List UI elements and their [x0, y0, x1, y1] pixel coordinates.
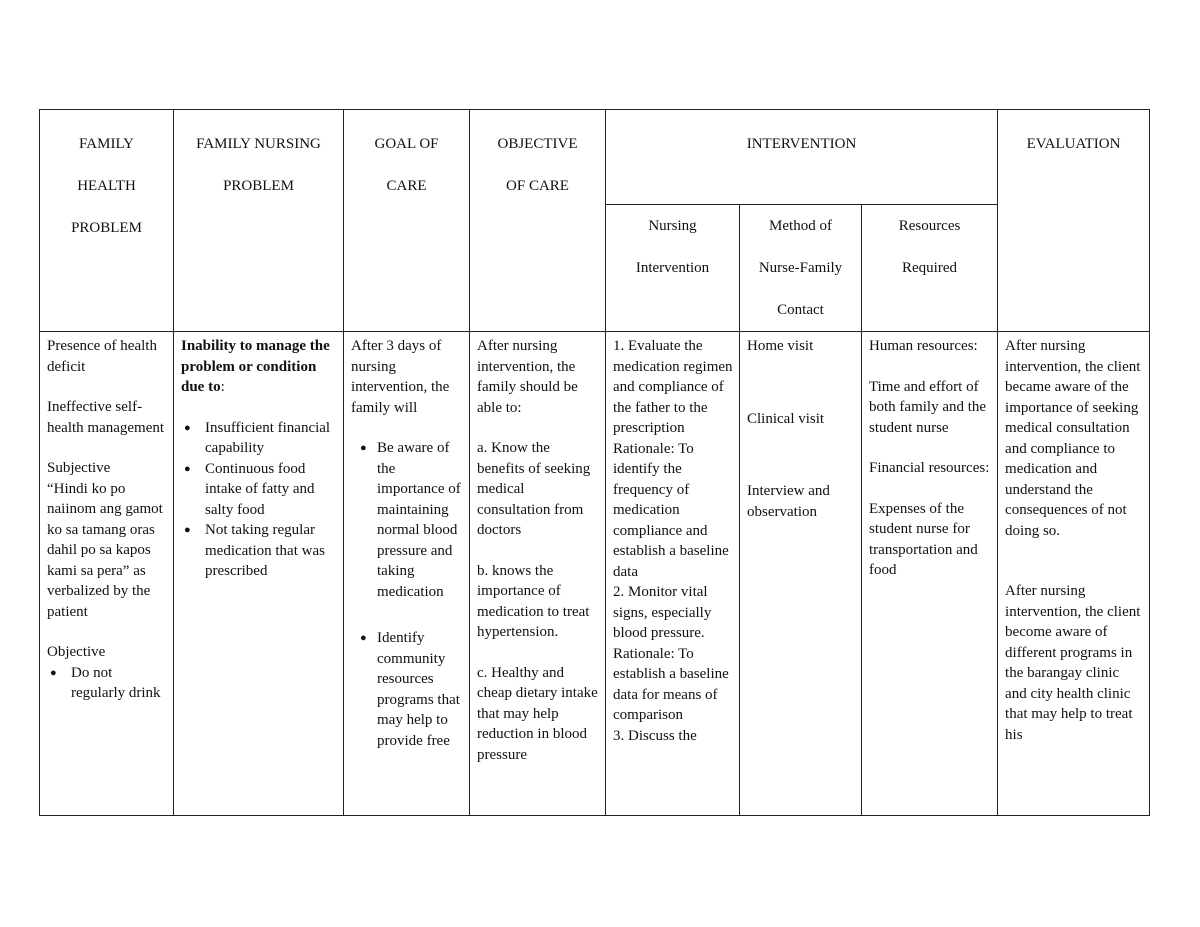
list-item: ● Be aware of the importance of maintaining normal blood pressure and taking medication [371, 438, 463, 602]
text: : [220, 379, 225, 395]
cause-list [181, 418, 337, 582]
header-goal-of-care [344, 110, 470, 332]
cell-nursing-intervention [606, 332, 740, 816]
paragraph: Expenses of the student nurse for transportation and food [869, 500, 978, 578]
header-text: Required [902, 260, 957, 276]
subheader-nursing-intervention [606, 205, 740, 332]
header-text: Contact [777, 302, 824, 318]
paragraph: After nursing intervention, the family should be able to: [477, 338, 578, 416]
paragraph: “Hindi ko po naiinom ang gamot ko sa tamang oras dahil po sa kapos kami sa pera” as verbalized by the patient [47, 480, 163, 620]
header-text: Nursing [648, 218, 697, 234]
header-text: Method of [769, 218, 832, 234]
header-text: PROBLEM [223, 178, 294, 194]
paragraph: Interview and observation [747, 483, 830, 520]
cell-resources-required [862, 332, 998, 816]
list-item: ● Continuous food intake of fatty and salty food [195, 459, 337, 521]
paragraph: Rationale: To establish a baseline data for means of comparison [613, 645, 729, 723]
cell-evaluation [998, 332, 1150, 816]
subheader-method-of-contact [740, 205, 862, 332]
paragraph: Human resources: [869, 338, 978, 354]
header-text: OF CARE [506, 178, 569, 194]
paragraph: Home visit [747, 338, 814, 354]
cell-goal-of-care [344, 332, 470, 816]
paragraph: Presence of health deficit [47, 338, 157, 375]
objective-list [47, 663, 167, 704]
paragraph [181, 336, 337, 398]
header-text: EVALUATION [1026, 136, 1121, 152]
header-text: OBJECTIVE [497, 136, 578, 152]
header-text: CARE [386, 178, 427, 194]
family-nursing-care-plan-table [39, 109, 1150, 816]
list-item: ● Do not regularly drink [61, 663, 167, 704]
header-text: GOAL OF [374, 136, 439, 152]
header-text: HEALTH [77, 178, 136, 194]
paragraph: Clinical visit [747, 410, 825, 427]
header-text: FAMILY NURSING [196, 136, 321, 152]
header-family-nursing-problem [174, 110, 344, 332]
paragraph: After nursing intervention, the client became aware of the importance of seeking medical consultation and compliance to medication and understand the consequences of not doing so. [1005, 338, 1141, 539]
paragraph: After 3 days of nursing intervention, the family will [351, 338, 450, 416]
paragraph: 3. Discuss the [613, 727, 697, 744]
paragraph: After nursing intervention, the client become aware of different programs in the barangay clinic and city health clinic that may help to treat his [1005, 583, 1141, 743]
header-evaluation [998, 110, 1150, 332]
header-text: PROBLEM [71, 220, 142, 236]
paragraph: a. Know the benefits of seeking medical consultation from doctors [477, 440, 591, 538]
header-text: Nurse-Family [758, 260, 843, 276]
list-item: ● Insufficient financial capability [195, 418, 337, 459]
paragraph: Ineffective self-health management [47, 399, 165, 436]
paragraph: 1. Evaluate the medication regimen and compliance of the father to the prescription [613, 338, 733, 436]
header-text: INTERVENTION [746, 136, 857, 152]
paragraph: Financial resources: [869, 460, 990, 476]
bold-text: Inability to manage the problem or condition due to [181, 338, 330, 395]
header-objective-of-care [470, 110, 606, 332]
header-text: FAMILY [79, 136, 134, 152]
paragraph: 2. Monitor vital signs, especially blood pressure. [613, 584, 712, 641]
paragraph: Time and effort of both family and the student nurse [869, 378, 987, 436]
list-item: ● Identify community resources programs that may help to provide free [371, 628, 463, 751]
paragraph: Objective [47, 644, 106, 660]
goal-list [351, 438, 463, 751]
paragraph: Subjective [47, 460, 111, 476]
paragraph: b. knows the importance of medication to treat hypertension. [477, 562, 590, 640]
paragraph: Rationale: To identify the frequency of medication compliance and establish a baseline data [613, 440, 729, 580]
cell-family-health-problem [40, 332, 174, 816]
header-text: Intervention [635, 260, 710, 276]
cell-objective-of-care [470, 332, 606, 816]
list-item: ● Not taking regular medication that was prescribed [195, 520, 337, 582]
header-text: Resources [898, 218, 961, 234]
cell-method-of-contact [740, 332, 862, 816]
header-family-health-problem [40, 110, 174, 332]
subheader-resources-required [862, 205, 998, 332]
cell-family-nursing-problem [174, 332, 344, 816]
header-intervention [606, 110, 998, 205]
paragraph: c. Healthy and cheap dietary intake that may help reduction in blood pressure [477, 664, 598, 763]
